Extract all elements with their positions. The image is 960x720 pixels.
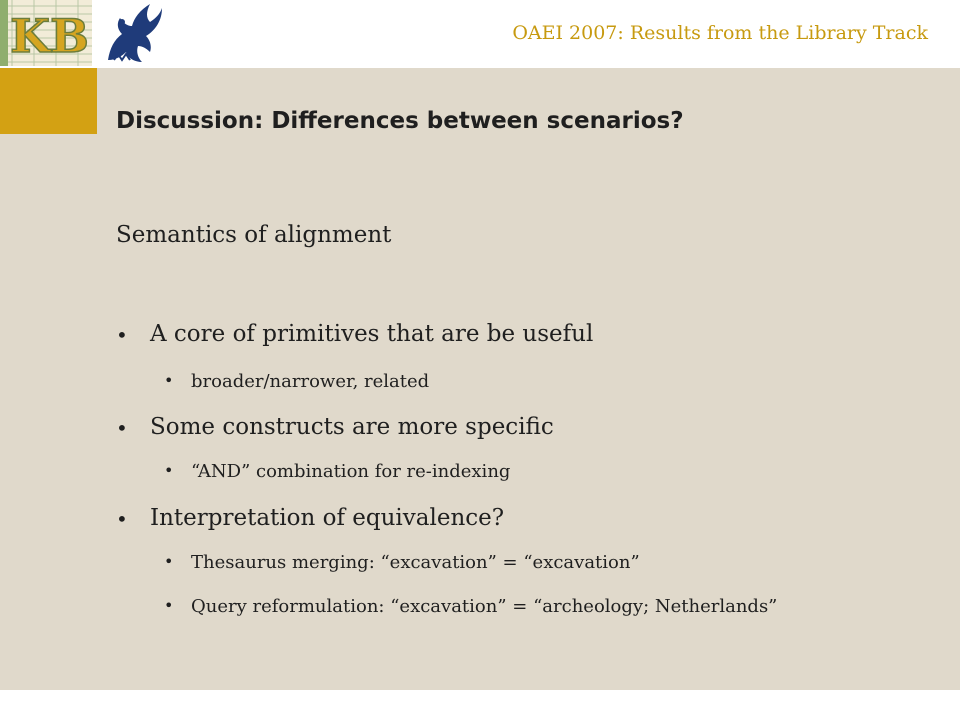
bullet-dot: •	[164, 371, 174, 390]
slide-title: Discussion: Differences between scenarios?	[116, 108, 684, 134]
bullet-dot: •	[116, 416, 128, 440]
bullet-text: Interpretation of equivalence?	[150, 505, 505, 531]
sub-bullet-item	[164, 552, 640, 573]
bullet-dot: •	[116, 323, 128, 347]
sub-bullet-text: broader/narrower, related	[191, 371, 430, 392]
accent-block	[0, 68, 97, 134]
bullet-text: A core of primitives that are be useful	[150, 321, 594, 347]
sub-bullet-item	[164, 371, 430, 392]
sub-bullet-item	[164, 461, 511, 482]
slide-footer	[0, 690, 960, 720]
sub-bullet-item	[164, 596, 778, 617]
bullet-item	[116, 505, 505, 531]
bullet-dot: •	[164, 596, 174, 615]
bullet-item	[116, 414, 554, 440]
sub-bullet-text: Thesaurus merging: “excavation” = “excavation”	[191, 552, 640, 573]
bullet-dot: •	[116, 507, 128, 531]
bullet-dot: •	[164, 552, 174, 571]
slide-header	[0, 0, 960, 68]
bullet-item	[116, 321, 594, 347]
sub-bullet-text: “AND” combination for re-indexing	[191, 461, 511, 482]
slide-subheading: Semantics of alignment	[116, 222, 392, 248]
bullet-text: Some constructs are more specific	[150, 414, 554, 440]
bullet-dot: •	[164, 461, 174, 480]
kb-logo-text: KB	[10, 9, 89, 63]
presentation-title: OAEI 2007: Results from the Library Track	[512, 22, 928, 44]
sub-bullet-text: Query reformulation: “excavation” = “archeology; Netherlands”	[191, 596, 778, 617]
lion-emblem-icon	[100, 0, 164, 66]
kb-logo	[0, 0, 92, 66]
